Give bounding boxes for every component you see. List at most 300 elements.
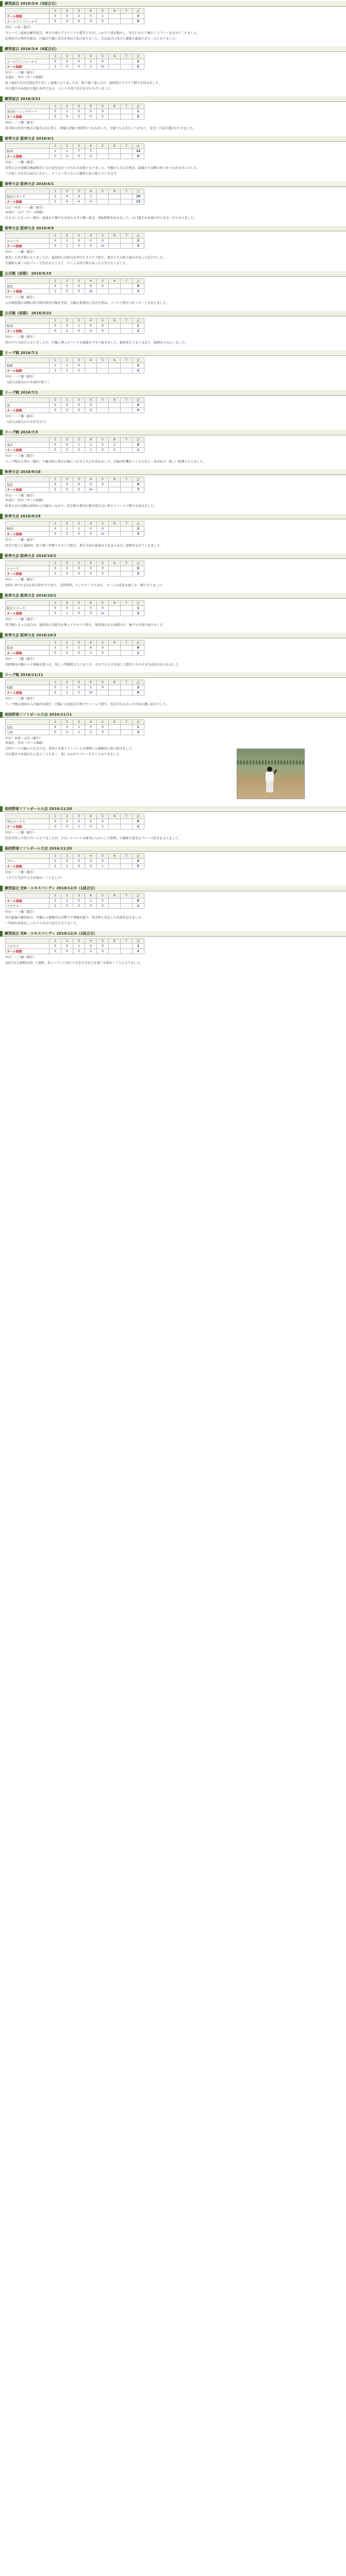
inning-score: 0 (109, 448, 121, 453)
inning-score (121, 149, 133, 154)
inning-score: 7 (73, 149, 85, 154)
score-row (6, 244, 144, 249)
inning-score (109, 571, 121, 577)
inning-score: 0 (61, 59, 73, 64)
total-score: 5 (133, 864, 144, 869)
inning-score (97, 487, 109, 493)
game-report (5, 381, 341, 385)
inning-header: 1 (50, 854, 61, 859)
game-entry (0, 514, 346, 548)
scoreboard-body (6, 646, 144, 656)
score-row (6, 899, 144, 904)
game-title: 秋季大会 阪神大会 2016/10/1 (0, 593, 346, 599)
inning-score: 0 (97, 859, 109, 864)
score-row (6, 154, 144, 159)
report-paragraph: （試合は雨天のため引き分け） (5, 420, 49, 424)
inning-score: 0 (85, 114, 97, 120)
total-header: 計 (133, 279, 144, 284)
game-entry (0, 1, 346, 41)
inning-header: 4 (85, 54, 97, 59)
inning-header: 5 (97, 893, 109, 899)
total-score: 1 (133, 944, 144, 949)
inning-score: 0 (61, 19, 73, 24)
meta-line: 申田・一ノ瀬（捕手） (5, 494, 37, 498)
inning-header: 5 (97, 189, 109, 194)
inning-header: 5 (97, 398, 109, 403)
inning-score: 0 (61, 904, 73, 909)
inning-header: 3 (73, 233, 85, 239)
meta-line: 申田・一ノ瀬（捕手） (5, 375, 37, 379)
inning-score: 0 (50, 949, 61, 954)
inning-score: 0 (73, 284, 85, 289)
meta-line: 申田・一ノ瀬（捕手） (5, 956, 37, 959)
inning-score (121, 571, 133, 577)
game-meta (5, 71, 346, 80)
meta-line: 申川・一ノ瀬（捕手） (5, 71, 37, 75)
inning-score: 0 (73, 368, 85, 374)
inning-header: 7 (121, 233, 133, 239)
inning-score: 0 (85, 408, 97, 413)
inning-score (109, 819, 121, 824)
game-meta (5, 25, 346, 30)
score-row (6, 109, 144, 114)
team-name: 福島 (6, 482, 50, 487)
inning-score: 4 (61, 199, 73, 205)
report-paragraph: この悔しさを次の試合に生かし、チーム一丸となって練習に取り組んでいきます。 (5, 172, 120, 176)
scoreboard-header (6, 398, 144, 403)
inning-header: 4 (85, 477, 97, 482)
total-score: 3 (133, 289, 144, 294)
game-report (5, 876, 341, 880)
game-meta (5, 295, 346, 300)
team-name: オール姫路 (6, 199, 50, 205)
game-entry (0, 136, 346, 176)
inning-header: 3 (73, 437, 85, 443)
inning-header: 2 (61, 233, 73, 239)
inning-score (121, 482, 133, 487)
inning-header: 6 (109, 318, 121, 324)
inning-score: 1x (97, 611, 109, 616)
game-title: 練習試合 対B・エキスパンディ 2016/12/3（1試合目） (0, 886, 346, 891)
team-header (6, 279, 50, 284)
inning-score (121, 487, 133, 493)
scoreboard (5, 521, 144, 537)
inning-score: 0 (85, 482, 97, 487)
inning-score: 0 (97, 949, 109, 954)
inning-header: 6 (109, 893, 121, 899)
inning-header: 3 (73, 814, 85, 819)
total-score: 8 (133, 646, 144, 651)
inning-score: 0 (61, 324, 73, 329)
total-score: 1 (133, 448, 144, 453)
total-header: 計 (133, 680, 144, 685)
score-row (6, 566, 144, 571)
inning-score: 1 (73, 606, 85, 611)
team-header (6, 233, 50, 239)
team-header (6, 939, 50, 944)
total-header: 計 (133, 893, 144, 899)
meta-line: 申田・一ノ瀬（捕手） (5, 335, 37, 339)
total-score: 1 (133, 606, 144, 611)
inning-score: 1 (73, 443, 85, 448)
inning-header: 7 (121, 9, 133, 14)
inning-score (121, 730, 133, 735)
inning-score (121, 59, 133, 64)
inning-score: 1 (85, 443, 97, 448)
total-header: 計 (133, 601, 144, 606)
report-paragraph: 先発投手が要所を締め、打線は中盤に得点を重ねて逃げ切りました。次の試合に向けて課題も確認できた一日となりました。 (5, 37, 178, 41)
total-score: 2 (133, 949, 144, 954)
game-report (5, 127, 341, 131)
inning-score: 0 (85, 329, 97, 334)
inning-header: 2 (61, 279, 73, 284)
score-row (6, 14, 144, 19)
inning-header: 3 (73, 9, 85, 14)
report-paragraph: 雨の中での試合となりましたが、序盤に奪ったリードを最後まで守り抜きました。継投策もうまくはまり、接戦をものにしました。 (5, 341, 188, 345)
inning-score: 0 (73, 819, 85, 824)
score-row (6, 114, 144, 120)
total-header: 計 (133, 939, 144, 944)
inning-score: 0 (73, 949, 85, 954)
scoreboard-body (6, 899, 144, 909)
team-name: オール姫路 (6, 571, 50, 577)
team-name: 阪神 (6, 149, 50, 154)
meta-line: 申田・一ノ瀬（捕手） (5, 415, 37, 418)
total-score: 1 (133, 109, 144, 114)
inning-score (109, 690, 121, 696)
total-header: 計 (133, 318, 144, 324)
total-header: 計 (133, 398, 144, 403)
inning-header: 7 (121, 477, 133, 482)
game-report (5, 301, 341, 306)
inning-score (121, 690, 133, 696)
inning-score (121, 64, 133, 70)
inning-score: 0 (85, 566, 97, 571)
inning-score: 0 (73, 403, 85, 408)
score-row (6, 443, 144, 448)
inning-header: 6 (109, 720, 121, 725)
inning-header: 1 (50, 279, 61, 284)
inning-score: 5 (85, 149, 97, 154)
inning-score (109, 685, 121, 690)
inning-header: 4 (85, 640, 97, 646)
score-row (6, 730, 144, 735)
game-title: 練習試合 2016/3/4（5試合目） (0, 1, 346, 7)
team-name: オール姫路 (6, 824, 50, 829)
inning-score (121, 532, 133, 537)
total-header: 計 (133, 814, 144, 819)
inning-header: 6 (109, 233, 121, 239)
inning-header: 1 (50, 893, 61, 899)
scoreboard-header (6, 640, 144, 646)
scoreboard-header (6, 521, 144, 527)
inning-score: 0 (50, 611, 61, 616)
inning-score: 0 (50, 329, 61, 334)
inning-score: 0 (97, 284, 109, 289)
game-meta (5, 657, 346, 662)
inning-header: 4 (85, 398, 97, 403)
game-title: リーグ戦 2016/7/3 (0, 430, 346, 435)
inning-score: 0 (50, 114, 61, 120)
game-entry (0, 553, 346, 588)
scoreboard-body (6, 443, 144, 453)
inning-score: 1 (73, 730, 85, 735)
inning-score (97, 408, 109, 413)
inning-score: 2 (97, 114, 109, 120)
scoreboard (5, 893, 144, 909)
team-name: 東洋 (6, 443, 50, 448)
game-meta (5, 870, 346, 875)
inning-score: 0 (73, 154, 85, 159)
inning-header: 3 (73, 720, 85, 725)
game-entry (0, 672, 346, 707)
team-name: オール姫路 (6, 289, 50, 294)
game-entry (0, 806, 346, 841)
inning-score: 0 (85, 109, 97, 114)
inning-score: 0 (73, 289, 85, 294)
scoreboard-header (6, 720, 144, 725)
inning-header: 3 (73, 358, 85, 363)
inning-score: 2 (50, 487, 61, 493)
inning-score: 0 (85, 824, 97, 829)
game-meta (5, 910, 346, 914)
meta-line: 申田・一ノ瀬（捕手） (5, 618, 37, 621)
game-report (5, 81, 341, 91)
inning-header: 2 (61, 680, 73, 685)
total-score: 2 (133, 363, 144, 368)
meta-line: 本塁打：山口（オール姫路） (5, 211, 45, 214)
inning-header: 1 (50, 437, 61, 443)
game-entry (0, 226, 346, 266)
team-name: ペガサス (6, 904, 50, 909)
game-entry (0, 46, 346, 91)
inning-header: 2 (61, 398, 73, 403)
report-paragraph: 2試合目も接戦を制して連勝。来シーズンに向けて大きな手応えを感じる締めくくりとなりました。 (5, 961, 143, 965)
inning-header: 2 (61, 939, 73, 944)
scoreboard (5, 143, 144, 159)
inning-score (121, 194, 133, 199)
score-row (6, 59, 144, 64)
inning-header: 5 (97, 233, 109, 239)
game-title: 練習試合 対B・エキスパンディ 2016/12/3（2試合目） (0, 931, 346, 937)
inning-header: 7 (121, 854, 133, 859)
team-name: オール姫路 (6, 408, 50, 413)
score-row (6, 19, 144, 24)
inning-score: 0 (85, 944, 97, 949)
inning-header: 4 (85, 680, 97, 685)
inning-score (121, 154, 133, 159)
inning-score (121, 363, 133, 368)
inning-score: 0 (85, 606, 97, 611)
inning-score (109, 14, 121, 19)
game-report (5, 544, 341, 548)
inning-header: 2 (61, 189, 73, 194)
inning-score: 0 (50, 566, 61, 571)
team-name: 阪神 (6, 324, 50, 329)
scoreboard-header (6, 939, 144, 944)
game-entry (0, 311, 346, 345)
inning-score (109, 368, 121, 374)
team-name: ゴールデンフォールズ (6, 19, 50, 24)
inning-score: 0 (73, 482, 85, 487)
inning-header: 1 (50, 189, 61, 194)
score-row (6, 368, 144, 374)
game-meta (5, 697, 346, 701)
team-header (6, 561, 50, 566)
score-row (6, 824, 144, 829)
inning-header: 7 (121, 561, 133, 566)
score-row (6, 408, 144, 413)
inning-score: 0 (73, 611, 85, 616)
total-score: 0 (133, 482, 144, 487)
inning-score (121, 725, 133, 730)
inning-header: 4 (85, 939, 97, 944)
inning-score (121, 646, 133, 651)
total-header: 計 (133, 477, 144, 482)
inning-score: 0 (73, 899, 85, 904)
team-name: BUX (6, 527, 50, 532)
report-paragraph: 初回に挙げた2点を投手陣が守り切り、完封勝利。ベンチワークも冴え、チームの成長を感じる一戦となりました。 (5, 584, 166, 587)
inning-score: 2 (85, 64, 97, 70)
scoreboard-body (6, 685, 144, 696)
score-row (6, 239, 144, 244)
inning-header: 7 (121, 601, 133, 606)
inning-score: 0 (61, 443, 73, 448)
inning-score: 0 (73, 864, 85, 869)
game-entry (0, 886, 346, 926)
total-score: 6 (133, 690, 144, 696)
inning-header: 4 (85, 279, 97, 284)
total-score: 1 (133, 725, 144, 730)
inning-score: 0 (73, 571, 85, 577)
inning-score: 0 (61, 448, 73, 453)
inning-header: 2 (61, 640, 73, 646)
inning-score: 0 (50, 685, 61, 690)
inning-score (109, 566, 121, 571)
inning-score (109, 859, 121, 864)
inning-score: 0 (73, 329, 85, 334)
report-paragraph: 申田選手の本塁打など見どころも多く、楽しみながらプレーすることができました。 (5, 753, 123, 756)
score-row (6, 199, 144, 205)
inning-score: 0 (97, 899, 109, 904)
inning-header: 6 (109, 814, 121, 819)
team-name: 阪田スターズ (6, 606, 50, 611)
inning-header: 4 (85, 720, 97, 725)
total-header: 計 (133, 437, 144, 443)
scoreboard-body (6, 403, 144, 413)
inning-score: 0 (73, 651, 85, 656)
meta-line: 本塁打：申田（オール姫路） (5, 499, 45, 502)
inning-header: 7 (121, 358, 133, 363)
inning-score: 0 (73, 363, 85, 368)
total-score: 0 (133, 859, 144, 864)
report-paragraph: リーグ戦の大事な一戦は、中盤以降に相手打線につかまり失点を重ねました。打線は好機をつくるもあと一本が出ず、悔しい敗戦となりました。 (5, 460, 206, 464)
inning-header: 2 (61, 358, 73, 363)
scoreboard (5, 233, 144, 249)
inning-score: 0 (61, 646, 73, 651)
inning-score (121, 408, 133, 413)
inning-score (121, 19, 133, 24)
inning-header: 6 (109, 854, 121, 859)
inning-header: 6 (109, 680, 121, 685)
photo-fence (237, 760, 304, 765)
inning-score (109, 109, 121, 114)
inning-score (121, 944, 133, 949)
total-score: 2 (133, 59, 144, 64)
inning-header: 5 (97, 561, 109, 566)
inning-score (109, 59, 121, 64)
scoreboard-header (6, 680, 144, 685)
pants-shape (266, 782, 273, 792)
game-entry (0, 350, 346, 385)
inning-score: 0 (85, 244, 97, 249)
inning-score (109, 244, 121, 249)
report-paragraph: （ダブル完封で大会を締めくくりました） (5, 876, 64, 880)
inning-score (109, 904, 121, 909)
scoreboard-body (6, 606, 144, 616)
game-title: 春季大会 阪神大会 2016/4/9 (0, 226, 346, 231)
scoreboard-header (6, 189, 144, 194)
inning-score: 5x (85, 487, 97, 493)
inning-score: 0 (73, 64, 85, 70)
inning-score: 0 (50, 154, 61, 159)
score-row (6, 949, 144, 954)
inning-header: 5 (97, 318, 109, 324)
scoreboard-body (6, 819, 144, 829)
game-entry (0, 96, 346, 131)
team-name: オール姫路 (6, 864, 50, 869)
inning-score: 0 (73, 904, 85, 909)
inning-header: 3 (73, 640, 85, 646)
inning-score (109, 194, 121, 199)
team-name: 福島 (6, 725, 50, 730)
inning-score (109, 363, 121, 368)
inning-score: 1 (50, 149, 61, 154)
scoreboard-header (6, 104, 144, 109)
inning-score: 0 (85, 904, 97, 909)
inning-score: 0 (85, 19, 97, 24)
game-meta (5, 121, 346, 125)
inning-header: 4 (85, 104, 97, 109)
team-name: オール姫路 (6, 651, 50, 656)
score-row (6, 571, 144, 577)
meta-line: 申田・一ノ瀬（捕手） (5, 454, 37, 458)
inning-header: 1 (50, 814, 61, 819)
inning-score: 0 (85, 725, 97, 730)
inning-score: 1 (50, 368, 61, 374)
meta-line: 申田・小倉（捕手） (5, 26, 34, 29)
meta-line: 申田・一ノ瀬（捕手） (5, 161, 37, 164)
scoreboard-header (6, 814, 144, 819)
inning-score: 0 (85, 284, 97, 289)
game-entry (0, 593, 346, 628)
total-score: 2 (133, 329, 144, 334)
inning-header: 4 (85, 233, 97, 239)
inning-score: 0 (97, 482, 109, 487)
inning-score: 0 (97, 606, 109, 611)
inning-header: 4 (85, 437, 97, 443)
inning-score: 0 (61, 408, 73, 413)
inning-header: 3 (73, 189, 85, 194)
scoreboard-header (6, 279, 144, 284)
inning-score: 0 (50, 324, 61, 329)
team-header (6, 358, 50, 363)
inning-header: 7 (121, 104, 133, 109)
inning-header: 3 (73, 939, 85, 944)
game-meta (5, 736, 346, 745)
total-score: 0 (133, 408, 144, 413)
team-header (6, 9, 50, 14)
